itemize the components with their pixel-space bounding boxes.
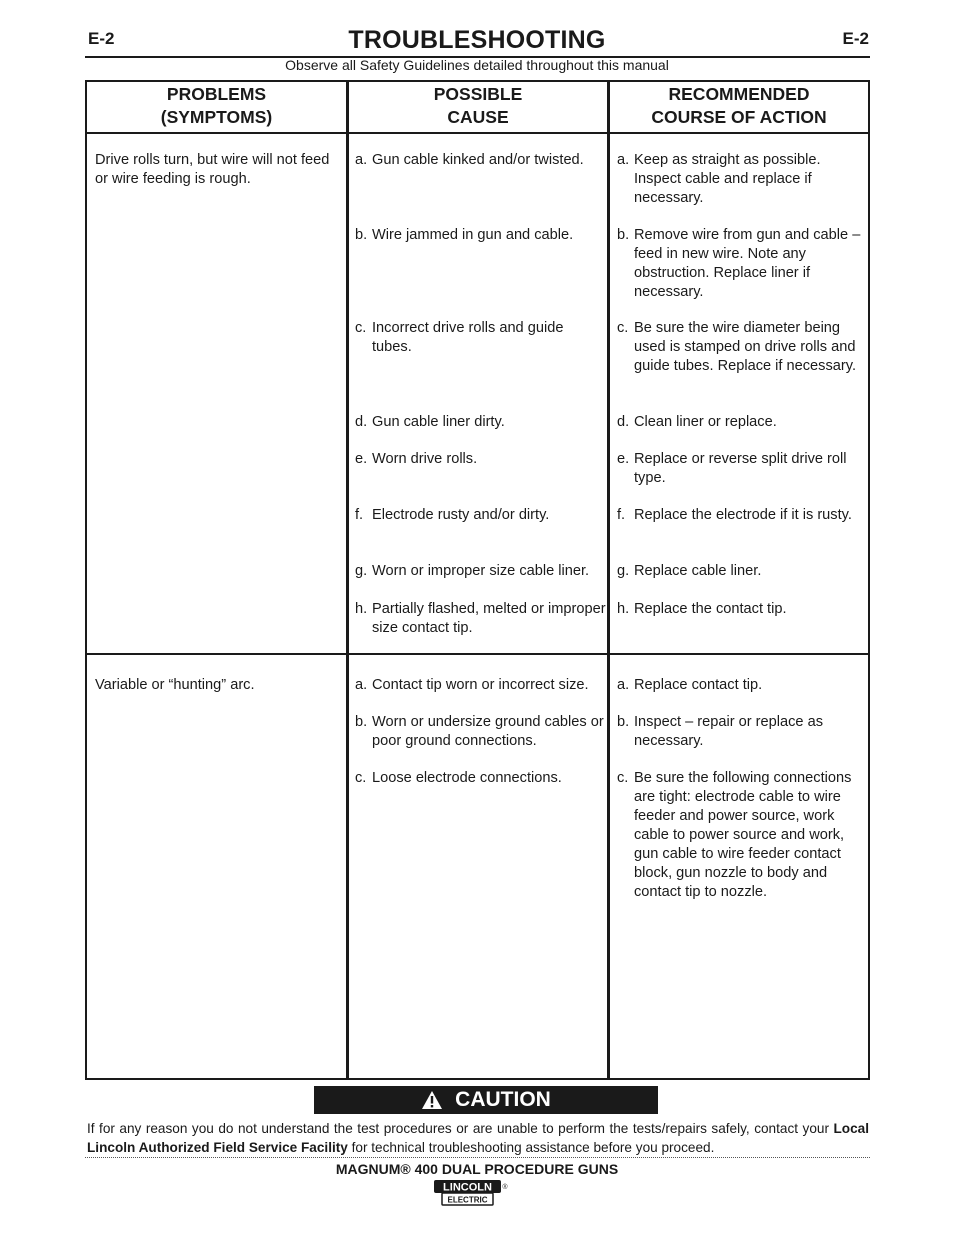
logo-top-text: LINCOLN <box>443 1181 492 1194</box>
cause-item <box>355 713 607 751</box>
action-label: e. <box>617 451 630 467</box>
cause-item <box>355 506 607 525</box>
action-item <box>617 319 868 376</box>
caution-label: CAUTION <box>455 1088 551 1111</box>
cause-item <box>355 450 607 469</box>
lincoln-electric-logo <box>433 1179 510 1207</box>
logo-bottom-text: ELECTRIC <box>447 1195 488 1205</box>
cause-label: b. <box>355 714 368 730</box>
cause-label: g. <box>355 563 368 579</box>
action-item <box>617 769 868 902</box>
header-action-line1: RECOMMENDED <box>668 84 810 104</box>
cause-text: Loose electrode connections. <box>372 770 562 786</box>
page-title: TROUBLESHOOTING <box>348 26 606 54</box>
header-problems-line2: (SYMPTOMS) <box>160 107 273 127</box>
section-divider <box>85 653 870 655</box>
action-item <box>617 562 868 581</box>
caution-banner <box>314 1086 658 1114</box>
cause-label: b. <box>355 227 368 243</box>
cause-label: h. <box>355 601 368 617</box>
action-text: Clean liner or replace. <box>634 414 777 430</box>
cause-text: Worn or undersize ground cables or poor ground connections. <box>372 714 604 749</box>
cause-label: a. <box>355 677 368 693</box>
caution-text <box>87 1119 869 1157</box>
troubleshooting-table <box>85 80 870 1080</box>
cause-label: a. <box>355 152 368 168</box>
action-label: f. <box>617 507 626 523</box>
action-text: Replace the electrode if it is rusty. <box>634 507 852 523</box>
header-cause-line1: POSSIBLE <box>433 84 523 104</box>
action-item <box>617 600 868 619</box>
action-item <box>617 676 868 695</box>
cause-item <box>355 769 607 788</box>
safety-note: Observe all Safety Guidelines detailed throughout this manual <box>285 57 669 73</box>
header-cause <box>349 80 607 132</box>
action-item <box>617 151 868 208</box>
cause-item <box>355 226 607 245</box>
cause-text: Gun cable kinked and/or twisted. <box>372 152 584 168</box>
product-name: MAGNUM® 400 DUAL PROCEDURE GUNS <box>335 1161 619 1177</box>
action-label: a. <box>617 677 630 693</box>
cause-label: c. <box>355 770 367 786</box>
cause-text: Incorrect drive rolls and guide tubes. <box>372 320 564 355</box>
service-facility-name: Local Lincoln Authorized Field Service Facility <box>87 1121 870 1155</box>
warning-triangle-icon <box>421 1090 443 1110</box>
action-text: Be sure the wire diameter being used is stamped on drive rolls and guide tubes. Replace if necessary. <box>634 320 857 374</box>
action-text: Keep as straight as possible. Inspect cable and replace if necessary. <box>634 152 821 206</box>
action-label: h. <box>617 601 630 617</box>
header-problems <box>87 80 346 132</box>
action-item <box>617 413 868 432</box>
header-cause-line2: CAUSE <box>447 107 509 127</box>
caution-text-tail: for technical troubleshooting assistance before you proceed. <box>351 1140 715 1155</box>
action-text: Replace or reverse split drive roll type. <box>634 451 847 486</box>
action-text: Remove wire from gun and cable – feed in new wire. Note any obstruction. Replace liner if necessary. <box>634 227 861 300</box>
action-label: b. <box>617 227 630 243</box>
cause-text: Worn or improper size cable liner. <box>372 563 590 579</box>
action-label: c. <box>617 770 629 786</box>
action-text: Inspect – repair or replace as necessary. <box>634 714 824 749</box>
cause-item <box>355 562 607 581</box>
action-text: Replace cable liner. <box>634 563 762 579</box>
action-label: a. <box>617 152 630 168</box>
cause-item <box>355 676 607 695</box>
problem-text: Variable or “hunting” arc. <box>95 677 255 693</box>
page-code-right: E-2 <box>842 29 869 48</box>
column-divider-2 <box>607 80 610 1080</box>
action-item <box>617 506 868 525</box>
logo-registered-mark: ® <box>502 1184 508 1191</box>
footer-rule <box>85 1157 870 1158</box>
action-label: d. <box>617 414 630 430</box>
action-label: b. <box>617 714 630 730</box>
action-label: c. <box>617 320 629 336</box>
action-item <box>617 713 868 751</box>
cause-label: c. <box>355 320 367 336</box>
action-label: g. <box>617 563 630 579</box>
cause-label: e. <box>355 451 368 467</box>
cause-label: f. <box>355 507 364 523</box>
cause-item <box>355 151 607 170</box>
cause-text: Partially flashed, melted or improper size contact tip. <box>372 601 606 636</box>
action-text: Replace the contact tip. <box>634 601 787 617</box>
header-action-line2: COURSE OF ACTION <box>651 107 827 127</box>
cause-label: d. <box>355 414 368 430</box>
cause-text: Wire jammed in gun and cable. <box>372 227 574 243</box>
cause-text: Gun cable liner dirty. <box>372 414 505 430</box>
problem-text: Drive rolls turn, but wire will not feed or wire feeding is rough. <box>95 152 330 187</box>
caution-text-lead: If for any reason you do not understand the test procedures or are unable to perform the tests/repairs safely, contact your <box>87 1121 829 1136</box>
action-item <box>617 450 868 488</box>
header-problems-line1: PROBLEMS <box>166 84 267 104</box>
cause-item <box>355 413 607 432</box>
header-divider <box>85 132 870 134</box>
header-action <box>610 80 868 132</box>
table-border-bottom <box>85 1078 870 1080</box>
cause-text: Contact tip worn or incorrect size. <box>372 677 589 693</box>
cause-item <box>355 600 607 638</box>
column-divider-1 <box>346 80 349 1080</box>
action-item <box>617 226 868 302</box>
action-text: Be sure the following connections are tight: electrode cable to wire feeder and power source, work cable to power source and work, gun cable to wire feeder contact block, gun nozzle to body and contact tip to nozzle. <box>634 770 852 900</box>
table-border-left <box>85 80 87 1080</box>
action-text: Replace contact tip. <box>634 677 763 693</box>
page-code-left: E-2 <box>88 29 115 48</box>
cause-item <box>355 319 607 357</box>
cause-text: Worn drive rolls. <box>372 451 478 467</box>
table-border-right <box>868 80 870 1080</box>
cause-text: Electrode rusty and/or dirty. <box>372 507 550 523</box>
